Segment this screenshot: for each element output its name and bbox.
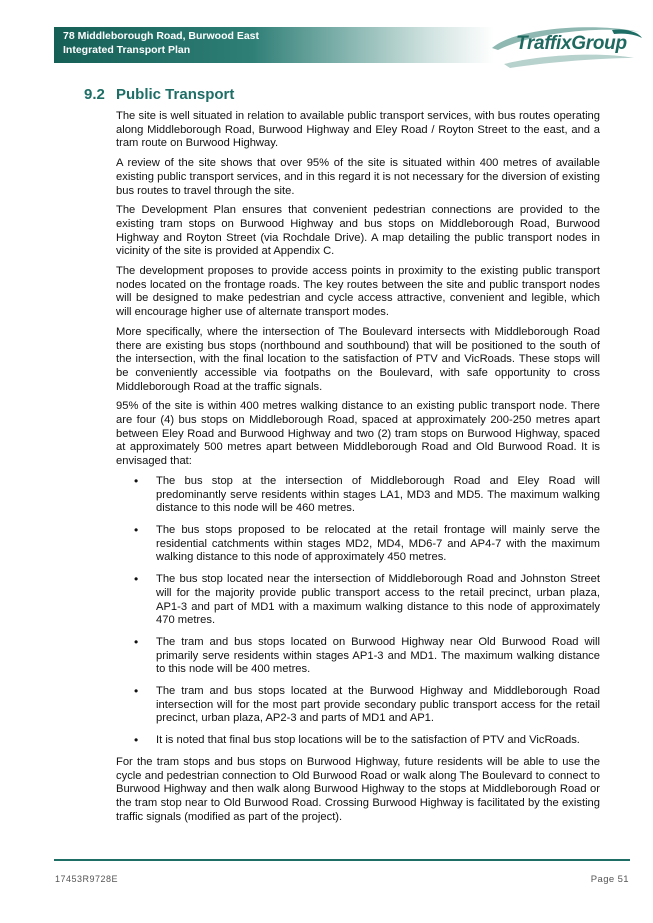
body-content bbox=[116, 110, 600, 830]
document-reference: 17453R9728E bbox=[55, 874, 119, 884]
bullet-list bbox=[116, 475, 600, 748]
paragraph: A review of the site shows that over 95% of the site is situated within 400 metres of available existing public transport services, and in this regard it is not necessary for the diversion of existing bus routes to travel through the site. bbox=[116, 157, 600, 197]
traffixgroup-logo-text: TraffixGroup bbox=[516, 33, 627, 54]
page-number: Page 51 bbox=[590, 874, 629, 885]
paragraph: The development proposes to provide access points in proximity to the existing public transport nodes located on the frontage roads. The key routes between the site and public transport nodes will be designed to make pedestrian and cycle access attractive, convenient and legible, which will encourage higher use of alternate transport modes. bbox=[116, 265, 600, 319]
footer-divider bbox=[54, 859, 630, 861]
list-item: • It is noted that final bus stop locations will be to the satisfaction of PTV and VicRoads. bbox=[156, 734, 600, 748]
list-item: • The bus stops proposed to be relocated at the retail frontage will mainly serve the residential catchments within stages MD2, MD4, MD6-7 and AP4-7 with the maximum walking distance to this node of approximately 450 metres. bbox=[156, 524, 600, 565]
list-item: • The bus stop located near the intersection of Middleborough Road and Johnston Street will for the majority provide public transport access to the retail precinct, urban plaza, AP1-3 and part of MD1 with a maximum walking distance to this node of approximately 470 metres. bbox=[156, 573, 600, 628]
paragraph: More specifically, where the intersection of The Boulevard intersects with Middleborough Road there are existing bus stops (northbound and southbound) that will be positioned to the south of the intersection, with the final location to the satisfaction of PTV and VicRoads. These stops will be conveniently accessible via footpaths on the Boulevard, with safe opportunity to cross Middleborough Road at the traffic signals. bbox=[116, 325, 600, 393]
section-title: Public Transport bbox=[116, 86, 235, 103]
paragraph: 95% of the site is within 400 metres walking distance to an existing public transport node. There are four (4) bus stops on Middleborough Road, spaced at approximately 200-250 metres apart between Eley Road and Burwood Highway and two (2) tram stops on Burwood Highway, spaced at approximately 500 metres apart between Middleborough Road and Old Burwood Road. It is envisaged that: bbox=[116, 400, 600, 468]
list-item: • The tram and bus stops located at the Burwood Highway and Middleborough Road intersection will for the most part provide secondary public transport access for the retail precinct, urban plaza, AP2-3 and parts of MD1 and AP1. bbox=[156, 685, 600, 726]
list-item: • The tram and bus stops located on Burwood Highway near Old Burwood Road will primarily serve residents within stages AP1-3 and MD1. The maximum walking distance to this node will be 400 metres. bbox=[156, 636, 600, 677]
list-item: • The bus stop at the intersection of Middleborough Road and Eley Road will predominantly serve residents within stages LA1, MD3 and MD5. The maximum walking distance to this node will be 460 metres. bbox=[156, 475, 600, 516]
section-number: 9.2 bbox=[84, 86, 105, 103]
section-heading bbox=[84, 86, 234, 103]
header-report-title: Integrated Transport Plan bbox=[63, 44, 191, 56]
paragraph: The Development Plan ensures that convenient pedestrian connections are provided to the existing tram stops on Burwood Highway and bus stops on Middleborough Road, Burwood Highway and Royton Street (via Rochdale Drive). A map detailing the public transport nodes in vicinity of the site is provided at Appendix C. bbox=[116, 204, 600, 258]
paragraph: The site is well situated in relation to available public transport services, with bus routes operating along Middleborough Road, Burwood Highway and Eley Road / Royton Street to the east, and a tram route on Burwood Highway. bbox=[116, 110, 600, 150]
header-address: 78 Middleborough Road, Burwood East bbox=[63, 30, 260, 42]
closing-paragraph: For the tram stops and bus stops on Burwood Highway, future residents will be able to use the cycle and pedestrian connection to Old Burwood Road or walk along The Boulevard to connect to Burwood Highway and then walk along Burwood Highway to the stops at Middleborough Road or the tram stop near to Old Burwood Road. Crossing Burwood Highway is facilitated by the existing traffic signals (modified as part of the project). bbox=[116, 755, 600, 823]
